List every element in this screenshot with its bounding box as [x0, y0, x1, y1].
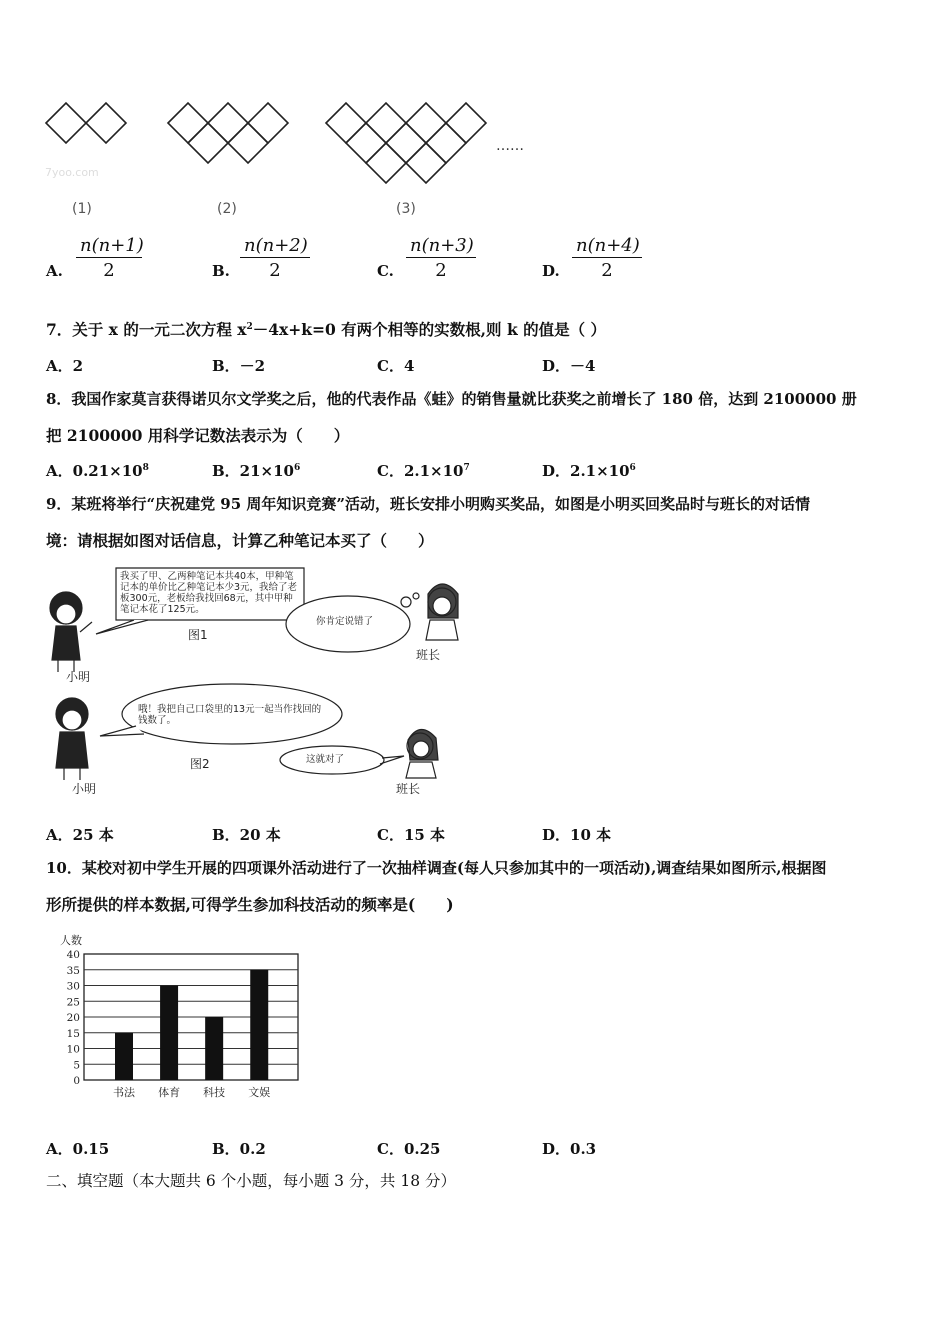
q9-fig1-bubble-text: 我买了甲、乙两种笔记本共40本，甲种笔记本的单价比乙种笔记本少3元，我给了老板300元，老板给我找回68元，其中甲种笔记本花了125元。	[120, 571, 298, 615]
q9-fig1-xiaoming: 小明	[66, 670, 91, 684]
chart-ytick-label: 40	[66, 949, 80, 961]
pattern-label-2: (2)	[217, 201, 237, 217]
q10-stem-line1: 10．某校对初中学生开展的四项课外活动进行了一次抽样调查(每人只参加其中的一项活动),调查结果如图所示,根据图	[46, 859, 827, 877]
q8-option-c: C．$2.1\times 10^7$	[377, 462, 470, 480]
q6-option-d-letter: D.	[542, 262, 560, 280]
chart-xtick-label: 科技	[203, 1086, 226, 1099]
q9-fig2-reply-text: 这就对了	[306, 754, 345, 765]
pattern-ellipsis: ……	[496, 138, 524, 154]
watermark: 7yoo.com	[45, 166, 99, 179]
chart-ytick-label: 10	[66, 1043, 80, 1056]
q6-option-c-fraction: n(n+3) 2	[406, 235, 476, 281]
chart-xtick-label: 书法	[113, 1086, 135, 1099]
q9-fig2-banzhang: 班长	[396, 782, 421, 796]
chart-bar-科技	[205, 1017, 223, 1080]
chart-bar-书法	[115, 1033, 133, 1080]
q7-option-d: D．－4	[542, 357, 596, 375]
chart-bar-文娱	[250, 970, 268, 1080]
q6-option-c-letter: C.	[377, 262, 394, 280]
pattern-label-1: (1)	[72, 201, 92, 217]
q9-fig2-xiaoming: 小明	[72, 782, 97, 796]
chart-ytick-label: 20	[66, 1012, 80, 1024]
chart-ytick-label: 5	[73, 1059, 80, 1072]
q9-option-c: C．15 本	[377, 826, 446, 844]
q9-fig1-banzhang: 班长	[416, 648, 441, 662]
q8-option-b: B．$21\times 10^6$	[212, 462, 301, 480]
diamond-pattern-figure	[40, 95, 530, 185]
chart-ytick-label: 30	[66, 980, 80, 993]
q6-option-b-fraction: n(n+2) 2	[240, 235, 310, 281]
pattern-label-3: (3)	[396, 201, 416, 217]
q7-option-c: C．4	[377, 357, 415, 375]
q9-stem-line2: 境：请根据如图对话信息，计算乙种笔记本买了（ ）	[46, 531, 434, 550]
q7-option-a: A．2	[46, 357, 84, 375]
q10-stem-line2: 形所提供的样本数据,可得学生参加科技活动的频率是( )	[46, 895, 454, 914]
chart-ytick-label: 0	[73, 1075, 80, 1087]
section-2-heading: 二、填空题（本大题共 6 个小题，每小题 3 分，共 18 分）	[46, 1172, 457, 1190]
q9-option-a: A．25 本	[46, 826, 114, 844]
q6-option-d-fraction: n(n+4) 2	[572, 235, 642, 281]
chart-bar-体育	[160, 986, 178, 1081]
q6-option-a-fraction: n(n+1) 2	[76, 235, 142, 281]
q8-option-a: A．$0.21\times 10^8$	[46, 462, 149, 480]
q10-option-a: A．0.15	[46, 1140, 110, 1158]
q9-fig1-reply-text: 你肯定说错了	[316, 616, 374, 627]
q9-dialogue-figure	[44, 560, 474, 800]
q7-stem: 7．关于 x 的一元二次方程 $x^2-4x+k=0$ 有两个相等的实数根,则 k 的值是（ ）	[46, 320, 606, 339]
q10-option-b: B．0.2	[212, 1140, 266, 1158]
q10-option-c: C．0.25	[377, 1140, 441, 1158]
q6-option-b-letter: B.	[212, 262, 230, 280]
q9-fig2-bubble-text: 哦！我把自己口袋里的13元一起当作找回的钱数了。	[138, 704, 322, 726]
q9-stem-line1: 9．某班将举行“庆祝建党 95 周年知识竞赛”活动，班长安排小明购买奖品，如图是小明买回奖品时与班长的对话情	[46, 495, 811, 513]
chart-ytick-label: 25	[66, 996, 80, 1009]
q8-stem-line2: 把 2100000 用科学记数法表示为（ ）	[46, 426, 350, 445]
q10-bar-chart	[56, 928, 306, 1103]
q8-option-d: D．$2.1\times 10^6$	[542, 462, 636, 480]
q9-fig1-label: 图1	[188, 628, 208, 642]
q8-stem-line1: 8．我国作家莫言获得诺贝尔文学奖之后，他的代表作品《蛙》的销售量就比获奖之前增长了 180 倍，达到 2100000 册	[46, 390, 857, 408]
q10-option-d: D．0.3	[542, 1140, 597, 1158]
chart-ytick-label: 15	[66, 1027, 80, 1040]
q9-option-b: B．20 本	[212, 826, 281, 844]
q7-option-b: B．－2	[212, 357, 266, 375]
chart-ylabel: 人数	[60, 934, 82, 947]
chart-xtick-label: 体育	[158, 1086, 181, 1099]
q6-option-a-letter: A.	[46, 262, 63, 280]
chart-ytick-label: 35	[66, 964, 80, 977]
chart-xtick-label: 文娱	[248, 1086, 271, 1099]
q9-fig2-label: 图2	[190, 757, 210, 771]
q9-option-d: D．10 本	[542, 826, 612, 844]
